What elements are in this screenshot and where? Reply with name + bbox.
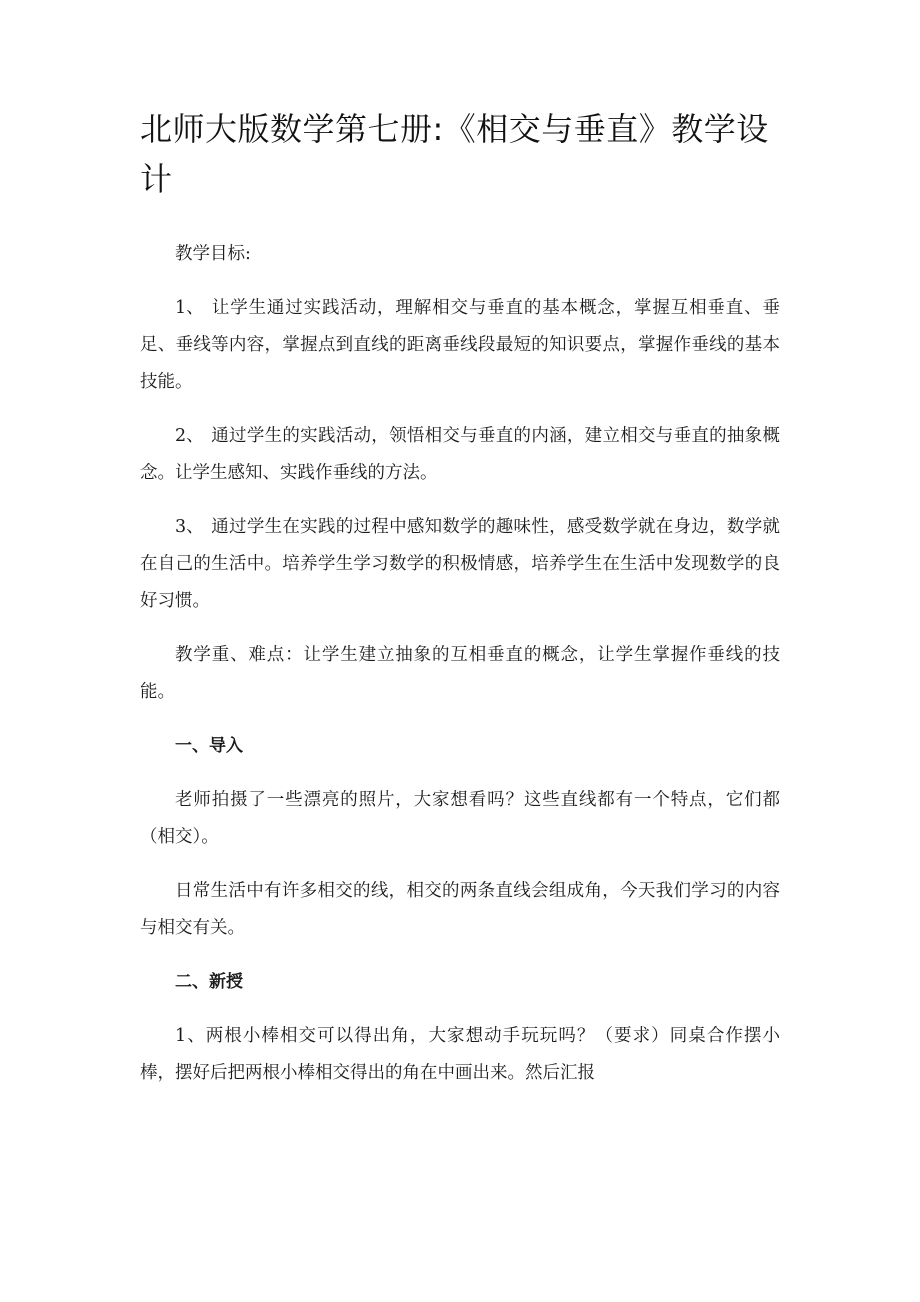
objective-text: 让学生通过实践活动，理解相交与垂直的基本概念，掌握互相垂直、垂足、垂线等内容，掌握点到直线的距离垂线段最短的知识要点，掌握作垂线的基本技能。: [140, 298, 780, 392]
objective-item: [140, 290, 780, 401]
objective-item: [140, 509, 780, 620]
key-points-paragraph: 教学重、难点：让学生建立抽象的互相垂直的概念，让学生掌握作垂线的技能。: [140, 645, 780, 702]
intro-paragraph: 日常生活中有许多相交的线，相交的两条直线会组成角，今天我们学习的内容与相交有关。: [140, 881, 780, 938]
objective-number: 3、: [175, 517, 204, 537]
intro-paragraph: 老师拍摄了一些漂亮的照片，大家想看吗？这些直线都有一个特点，它们都（相交）。: [140, 790, 780, 847]
objective-item: [140, 418, 780, 492]
document-body: [140, 236, 780, 1109]
objective-text: 通过学生的实践活动，领悟相交与垂直的内涵，建立相交与垂直的抽象概念。让学生感知、实践作垂线的方法。: [140, 426, 780, 483]
objective-number: 2、: [175, 426, 204, 446]
objectives-label: 教学目标:: [175, 244, 251, 264]
section-heading-intro: 一、导入: [175, 736, 243, 756]
objective-text: 通过学生在实践的过程中感知数学的趣味性，感受数学就在身边，数学就在自己的生活中。培养学生学习数学的积极情感，培养学生在生活中发现数学的良好习惯。: [140, 517, 780, 611]
objective-number: 1、: [175, 298, 204, 318]
new-lesson-paragraph: 1、两根小棒相交可以得出角，大家想动手玩玩吗？（要求）同桌合作摆小棒，摆好后把两根小棒相交得出的角在中画出来。然后汇报: [140, 1026, 780, 1083]
section-heading-new-lesson: 二、新授: [175, 972, 243, 992]
document-title: 北师大版数学第七册:《相交与垂直》教学设计: [140, 110, 769, 198]
